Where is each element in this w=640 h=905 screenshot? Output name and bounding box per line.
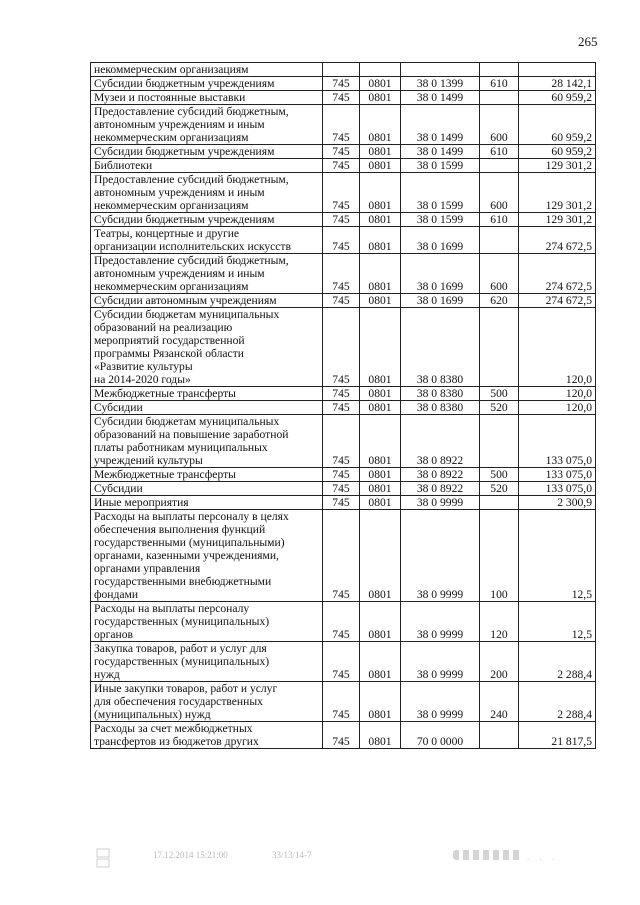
row-name: Библиотеки	[91, 159, 323, 173]
row-expense-type: 200	[480, 642, 519, 682]
table-row	[91, 602, 596, 642]
row-target-article: 38 0 1499	[401, 91, 480, 105]
row-ved-code: 745	[323, 254, 360, 294]
row-section-code: 0801	[360, 510, 401, 602]
row-target-article: 38 0 1499	[401, 145, 480, 159]
row-section-code: 0801	[360, 105, 401, 145]
row-name: Субсидии	[91, 482, 323, 496]
row-name: Театры, концертные и другие организации исполнительских искусств	[91, 227, 323, 254]
row-section-code: 0801	[360, 308, 401, 387]
row-amount: 120,0	[519, 401, 596, 415]
row-target-article	[401, 63, 480, 77]
row-section-code: 0801	[360, 602, 401, 642]
stamp-mark	[96, 848, 110, 868]
row-amount: 129 301,2	[519, 213, 596, 227]
row-section-code	[360, 63, 401, 77]
row-ved-code: 745	[323, 496, 360, 510]
row-expense-type: 520	[480, 482, 519, 496]
row-target-article: 38 0 9999	[401, 602, 480, 642]
row-ved-code: 745	[323, 482, 360, 496]
row-ved-code: 745	[323, 602, 360, 642]
row-expense-type: 620	[480, 294, 519, 308]
row-section-code: 0801	[360, 496, 401, 510]
row-expense-type: 100	[480, 510, 519, 602]
row-section-code: 0801	[360, 173, 401, 213]
row-amount: 274 672,5	[519, 254, 596, 294]
row-target-article: 38 0 8922	[401, 468, 480, 482]
row-ved-code: 745	[323, 415, 360, 468]
row-target-article: 38 0 1599	[401, 159, 480, 173]
table-row	[91, 308, 596, 387]
row-name: Иные мероприятия	[91, 496, 323, 510]
row-name: Субсидии автономным учреждениям	[91, 294, 323, 308]
row-target-article: 38 0 9999	[401, 510, 480, 602]
row-name: Расходы на выплаты персоналу государственных (муниципальных) органов	[91, 602, 323, 642]
row-expense-type: 610	[480, 77, 519, 91]
table-row	[91, 213, 596, 227]
row-name: Предоставление субсидий бюджетным, автономным учреждениям и иным некоммерческим организациям	[91, 105, 323, 145]
row-target-article: 38 0 8922	[401, 415, 480, 468]
row-amount: 133 075,0	[519, 482, 596, 496]
row-expense-type: 600	[480, 105, 519, 145]
row-amount: 2 300,9	[519, 496, 596, 510]
row-expense-type	[480, 415, 519, 468]
row-ved-code: 745	[323, 510, 360, 602]
row-target-article: 38 0 1699	[401, 227, 480, 254]
footer-faded-mark	[453, 850, 521, 860]
row-target-article: 70 0 0000	[401, 722, 480, 749]
table-row	[91, 294, 596, 308]
row-name: Межбюджетные трансферты	[91, 387, 323, 401]
row-amount: 60 959,2	[519, 105, 596, 145]
row-target-article: 38 0 8380	[401, 308, 480, 387]
row-amount: 120,0	[519, 387, 596, 401]
row-ved-code: 745	[323, 387, 360, 401]
table-row	[91, 482, 596, 496]
row-amount: 2 288,4	[519, 642, 596, 682]
row-expense-type	[480, 227, 519, 254]
row-section-code: 0801	[360, 145, 401, 159]
budget-table	[90, 62, 596, 749]
row-expense-type: 120	[480, 602, 519, 642]
row-expense-type: 610	[480, 145, 519, 159]
row-name: Субсидии бюджетам муниципальных образований на реализацию мероприятий государственной программы Рязанской области «Развитие культуры на 2014-2020 годы»	[91, 308, 323, 387]
row-target-article: 38 0 9999	[401, 682, 480, 722]
row-expense-type: 240	[480, 682, 519, 722]
row-ved-code: 745	[323, 642, 360, 682]
budget-table-body	[91, 63, 596, 749]
page-number: 265	[578, 34, 598, 49]
row-amount: 274 672,5	[519, 294, 596, 308]
row-ved-code	[323, 63, 360, 77]
row-section-code: 0801	[360, 159, 401, 173]
row-section-code: 0801	[360, 77, 401, 91]
row-amount: 133 075,0	[519, 415, 596, 468]
table-row	[91, 173, 596, 213]
row-name: Расходы на выплаты персоналу в целях обеспечения выполнения функций государственными (муниципальными) органами, казенными учреждениями, органами управления государственными внебюджетными фондами	[91, 510, 323, 602]
table-row	[91, 510, 596, 602]
row-expense-type	[480, 722, 519, 749]
row-target-article: 38 0 1599	[401, 213, 480, 227]
row-name: Субсидии	[91, 401, 323, 415]
row-ved-code: 745	[323, 91, 360, 105]
row-name: Субсидии бюджетным учреждениям	[91, 77, 323, 91]
row-amount: 28 142,1	[519, 77, 596, 91]
row-section-code: 0801	[360, 401, 401, 415]
row-ved-code: 745	[323, 722, 360, 749]
row-target-article: 38 0 8922	[401, 482, 480, 496]
row-expense-type	[480, 159, 519, 173]
row-section-code: 0801	[360, 722, 401, 749]
row-ved-code: 745	[323, 294, 360, 308]
row-section-code: 0801	[360, 415, 401, 468]
row-expense-type: 610	[480, 213, 519, 227]
row-ved-code: 745	[323, 145, 360, 159]
row-amount: 12,5	[519, 602, 596, 642]
row-name: Расходы за счет межбюджетных трансфертов из бюджетов других	[91, 722, 323, 749]
row-amount: 129 301,2	[519, 173, 596, 213]
row-target-article: 38 0 9999	[401, 496, 480, 510]
row-target-article: 38 0 1699	[401, 254, 480, 294]
row-expense-type	[480, 308, 519, 387]
row-name: некоммерческим организациям	[91, 63, 323, 77]
row-section-code: 0801	[360, 254, 401, 294]
footer-faded-dots: . . .	[527, 852, 559, 862]
row-ved-code: 745	[323, 213, 360, 227]
table-row	[91, 468, 596, 482]
table-row	[91, 145, 596, 159]
row-section-code: 0801	[360, 213, 401, 227]
table-row	[91, 159, 596, 173]
row-ved-code: 745	[323, 77, 360, 91]
row-amount: 60 959,2	[519, 91, 596, 105]
row-expense-type: 520	[480, 401, 519, 415]
row-target-article: 38 0 8380	[401, 401, 480, 415]
row-expense-type	[480, 63, 519, 77]
row-expense-type: 500	[480, 387, 519, 401]
row-section-code: 0801	[360, 682, 401, 722]
row-ved-code: 745	[323, 468, 360, 482]
footer-code: 33/13/14-7	[272, 850, 312, 860]
table-row	[91, 496, 596, 510]
row-target-article: 38 0 1399	[401, 77, 480, 91]
footer-date: 17.12.2014 15:21:00	[153, 850, 228, 860]
table-row	[91, 105, 596, 145]
row-target-article: 38 0 1699	[401, 294, 480, 308]
table-row	[91, 682, 596, 722]
row-ved-code: 745	[323, 159, 360, 173]
row-target-article: 38 0 1599	[401, 173, 480, 213]
row-ved-code: 745	[323, 105, 360, 145]
row-amount: 129 301,2	[519, 159, 596, 173]
row-amount: 21 817,5	[519, 722, 596, 749]
row-expense-type	[480, 91, 519, 105]
row-amount	[519, 63, 596, 77]
row-amount: 120,0	[519, 308, 596, 387]
table-row	[91, 227, 596, 254]
table-row	[91, 91, 596, 105]
row-expense-type: 500	[480, 468, 519, 482]
row-name: Иные закупки товаров, работ и услуг для обеспечения государственных (муниципальных) нужд	[91, 682, 323, 722]
row-target-article: 38 0 1499	[401, 105, 480, 145]
row-section-code: 0801	[360, 482, 401, 496]
row-ved-code: 745	[323, 401, 360, 415]
row-amount: 133 075,0	[519, 468, 596, 482]
table-row	[91, 77, 596, 91]
table-row	[91, 63, 596, 77]
table-row	[91, 415, 596, 468]
row-name: Предоставление субсидий бюджетным, автономным учреждениям и иным некоммерческим организациям	[91, 254, 323, 294]
table-row	[91, 254, 596, 294]
row-target-article: 38 0 9999	[401, 642, 480, 682]
row-name: Субсидии бюджетным учреждениям	[91, 213, 323, 227]
table-row	[91, 642, 596, 682]
row-target-article: 38 0 8380	[401, 387, 480, 401]
row-amount: 60 959,2	[519, 145, 596, 159]
row-name: Межбюджетные трансферты	[91, 468, 323, 482]
row-expense-type: 600	[480, 173, 519, 213]
row-section-code: 0801	[360, 91, 401, 105]
row-expense-type: 600	[480, 254, 519, 294]
row-ved-code: 745	[323, 682, 360, 722]
row-ved-code: 745	[323, 308, 360, 387]
row-section-code: 0801	[360, 387, 401, 401]
row-section-code: 0801	[360, 642, 401, 682]
table-row	[91, 401, 596, 415]
row-amount: 12,5	[519, 510, 596, 602]
row-amount: 274 672,5	[519, 227, 596, 254]
row-ved-code: 745	[323, 227, 360, 254]
row-section-code: 0801	[360, 294, 401, 308]
row-name: Закупка товаров, работ и услуг для государственных (муниципальных) нужд	[91, 642, 323, 682]
row-amount: 2 288,4	[519, 682, 596, 722]
table-row	[91, 722, 596, 749]
row-name: Субсидии бюджетам муниципальных образований на повышение заработной платы работникам муниципальных учреждений культуры	[91, 415, 323, 468]
row-section-code: 0801	[360, 227, 401, 254]
row-name: Субсидии бюджетным учреждениям	[91, 145, 323, 159]
row-name: Предоставление субсидий бюджетным, автономным учреждениям и иным некоммерческим организациям	[91, 173, 323, 213]
table-row	[91, 387, 596, 401]
row-ved-code: 745	[323, 173, 360, 213]
row-expense-type	[480, 496, 519, 510]
row-name: Музеи и постоянные выставки	[91, 91, 323, 105]
row-section-code: 0801	[360, 468, 401, 482]
